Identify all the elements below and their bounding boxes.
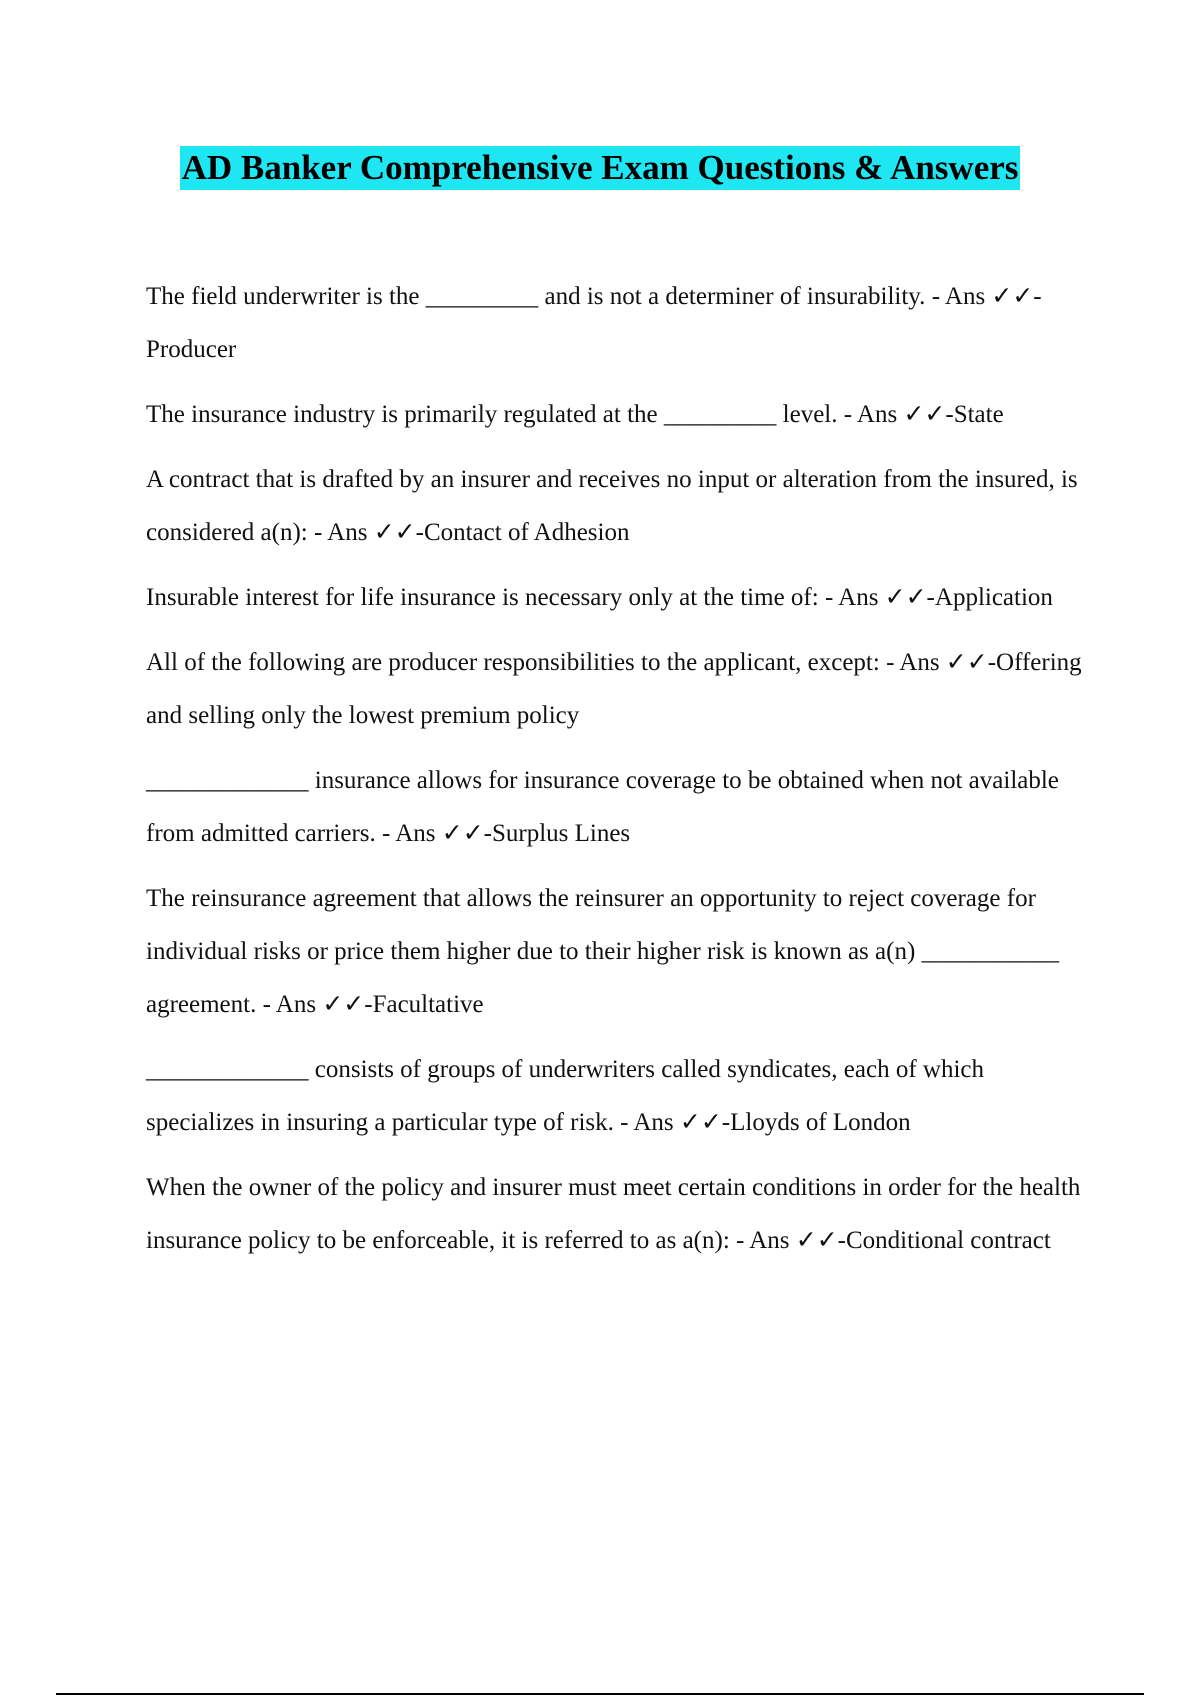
answer-marker: - Ans ✓✓-: [256, 991, 373, 1018]
answer-marker: - Ans ✓✓-: [729, 1227, 846, 1254]
qa-item: [146, 754, 1086, 860]
answer-text: Producer: [146, 336, 237, 363]
qa-item: [146, 270, 1086, 376]
question-text: A contract that is drafted by an insurer and receives no input or alteration from the insured, is considered a(n):: [146, 466, 1078, 546]
answer-text: Offering and selling only the lowest premium policy: [146, 649, 1082, 729]
answer-text: Conditional contract: [845, 1227, 1051, 1254]
answer-text: Application: [934, 584, 1053, 611]
answer-marker: - Ans ✓✓-: [375, 820, 492, 847]
answer-text: Facultative: [372, 991, 484, 1018]
qa-item: [146, 453, 1086, 559]
qa-item: [146, 1043, 1086, 1149]
answer-text: Lloyds of London: [730, 1109, 911, 1136]
question-text: _____________ insurance allows for insurance coverage to be obtained when not available from admitted carriers.: [146, 767, 1059, 847]
answer-marker: - Ans ✓✓-: [613, 1109, 731, 1136]
qa-item: [146, 1161, 1086, 1267]
answer-text: Contact of Adhesion: [423, 519, 630, 546]
answer-marker: - Ans ✓✓-: [837, 401, 954, 428]
qa-item: [146, 571, 1086, 624]
question-text: The insurance industry is primarily regulated at the _________ level.: [146, 401, 838, 428]
answer-marker: - Ans ✓✓-: [879, 649, 997, 676]
question-text: _____________ consists of groups of underwriters called syndicates, each of which specializes in insuring a particular type of risk.: [146, 1056, 985, 1136]
question-text: All of the following are producer responsibilities to the applicant, except:: [146, 649, 880, 676]
qa-item: [146, 872, 1086, 1031]
title-container: [0, 146, 1200, 190]
answer-text: State: [953, 401, 1004, 428]
question-text: The field underwriter is the _________ and is not a determiner of insurability.: [146, 283, 926, 310]
answer-marker: - Ans ✓✓-: [925, 283, 1042, 310]
question-text: Insurable interest for life insurance is necessary only at the time of:: [146, 584, 819, 611]
answer-marker: - Ans ✓✓-: [307, 519, 424, 546]
answer-marker: - Ans ✓✓-: [818, 584, 935, 611]
qa-list: [146, 270, 1086, 1279]
qa-item: [146, 388, 1086, 441]
footer-divider: [56, 1693, 1144, 1695]
question-text: When the owner of the policy and insurer must meet certain conditions in order for the health insurance policy to be enforceable, it is referred to as a(n):: [146, 1174, 1081, 1254]
qa-item: [146, 636, 1086, 742]
answer-text: Surplus Lines: [491, 820, 631, 847]
document-title: AD Banker Comprehensive Exam Questions & Answers: [180, 146, 1021, 190]
question-text: The reinsurance agreement that allows the reinsurer an opportunity to reject coverage for individual risks or price them higher due to their higher risk is known as a(n) ___________ agreement.: [146, 885, 1060, 1018]
